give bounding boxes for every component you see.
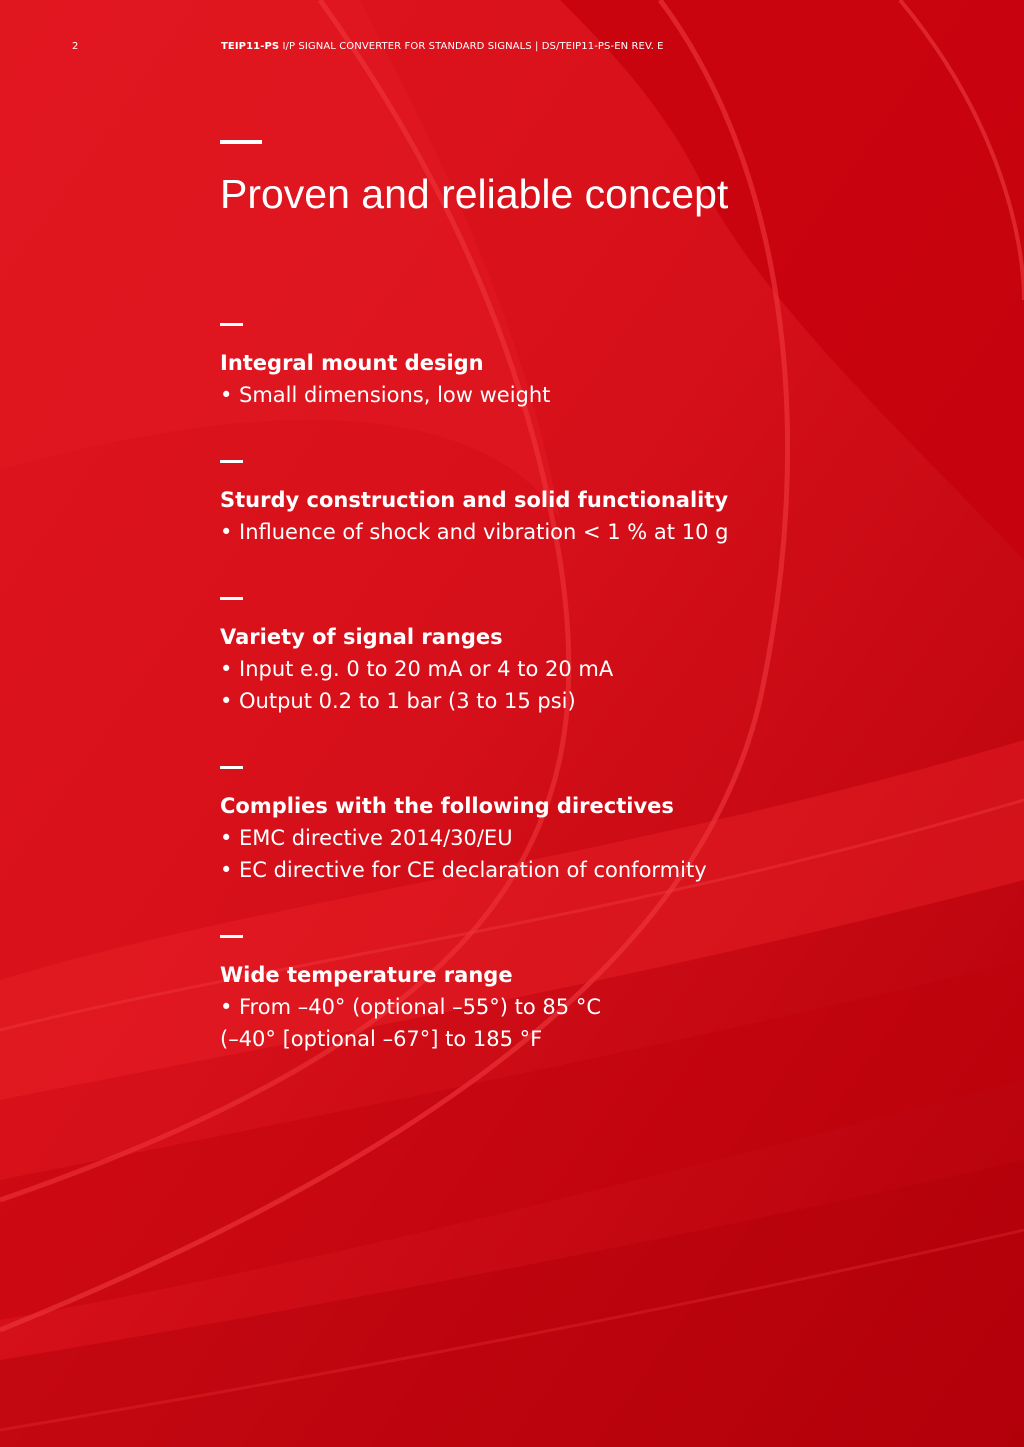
section-integral-mount — [220, 323, 940, 411]
list-item: • EC directive for CE declaration of conformity — [220, 854, 940, 886]
list-item: • From –40° (optional –55°) to 85 °C — [220, 991, 940, 1023]
page-number: 2 — [72, 41, 79, 52]
bullet-list — [220, 653, 940, 717]
section-heading: Sturdy construction and solid functionality — [220, 488, 729, 512]
doc-title: I/P SIGNAL CONVERTER FOR STANDARD SIGNALS | DS/TEIP11-PS-EN REV. E — [282, 41, 664, 52]
title-rule — [220, 140, 262, 144]
section-heading: Complies with the following directives — [220, 794, 674, 818]
bullet-list — [220, 991, 940, 1023]
list-item-continuation: (–40° [optional –67°] to 185 °F — [220, 1027, 543, 1051]
section-rule — [220, 460, 243, 463]
bullet-icon: • — [220, 383, 233, 407]
product-code: TEIP11-PS — [221, 41, 280, 52]
bullet-icon: • — [220, 858, 233, 882]
list-item: • Output 0.2 to 1 bar (3 to 15 psi) — [220, 685, 940, 717]
section-temperature-range — [220, 935, 940, 1055]
section-directives — [220, 766, 940, 886]
list-item: • Small dimensions, low weight — [220, 379, 940, 411]
section-heading: Integral mount design — [220, 351, 484, 375]
section-heading: Variety of signal ranges — [220, 625, 503, 649]
running-header — [0, 40, 1024, 56]
bullet-list — [220, 379, 940, 411]
bullet-list — [220, 822, 940, 886]
header-text — [221, 40, 664, 54]
bullet-list — [220, 516, 940, 548]
section-sturdy-construction — [220, 460, 940, 548]
bullet-icon: • — [220, 657, 233, 681]
bullet-icon: • — [220, 995, 233, 1019]
section-rule — [220, 597, 243, 600]
bullet-icon: • — [220, 826, 233, 850]
list-item: • Input e.g. 0 to 20 mA or 4 to 20 mA — [220, 653, 940, 685]
page-title: Proven and reliable concept — [220, 171, 729, 217]
section-rule — [220, 323, 243, 326]
section-rule — [220, 935, 243, 938]
list-item: • Influence of shock and vibration < 1 % at 10 g — [220, 516, 940, 548]
list-item: • EMC directive 2014/30/EU — [220, 822, 940, 854]
section-rule — [220, 766, 243, 769]
bullet-icon: • — [220, 520, 233, 544]
section-signal-ranges — [220, 597, 940, 717]
bullet-icon: • — [220, 689, 233, 713]
section-heading: Wide temperature range — [220, 963, 513, 987]
